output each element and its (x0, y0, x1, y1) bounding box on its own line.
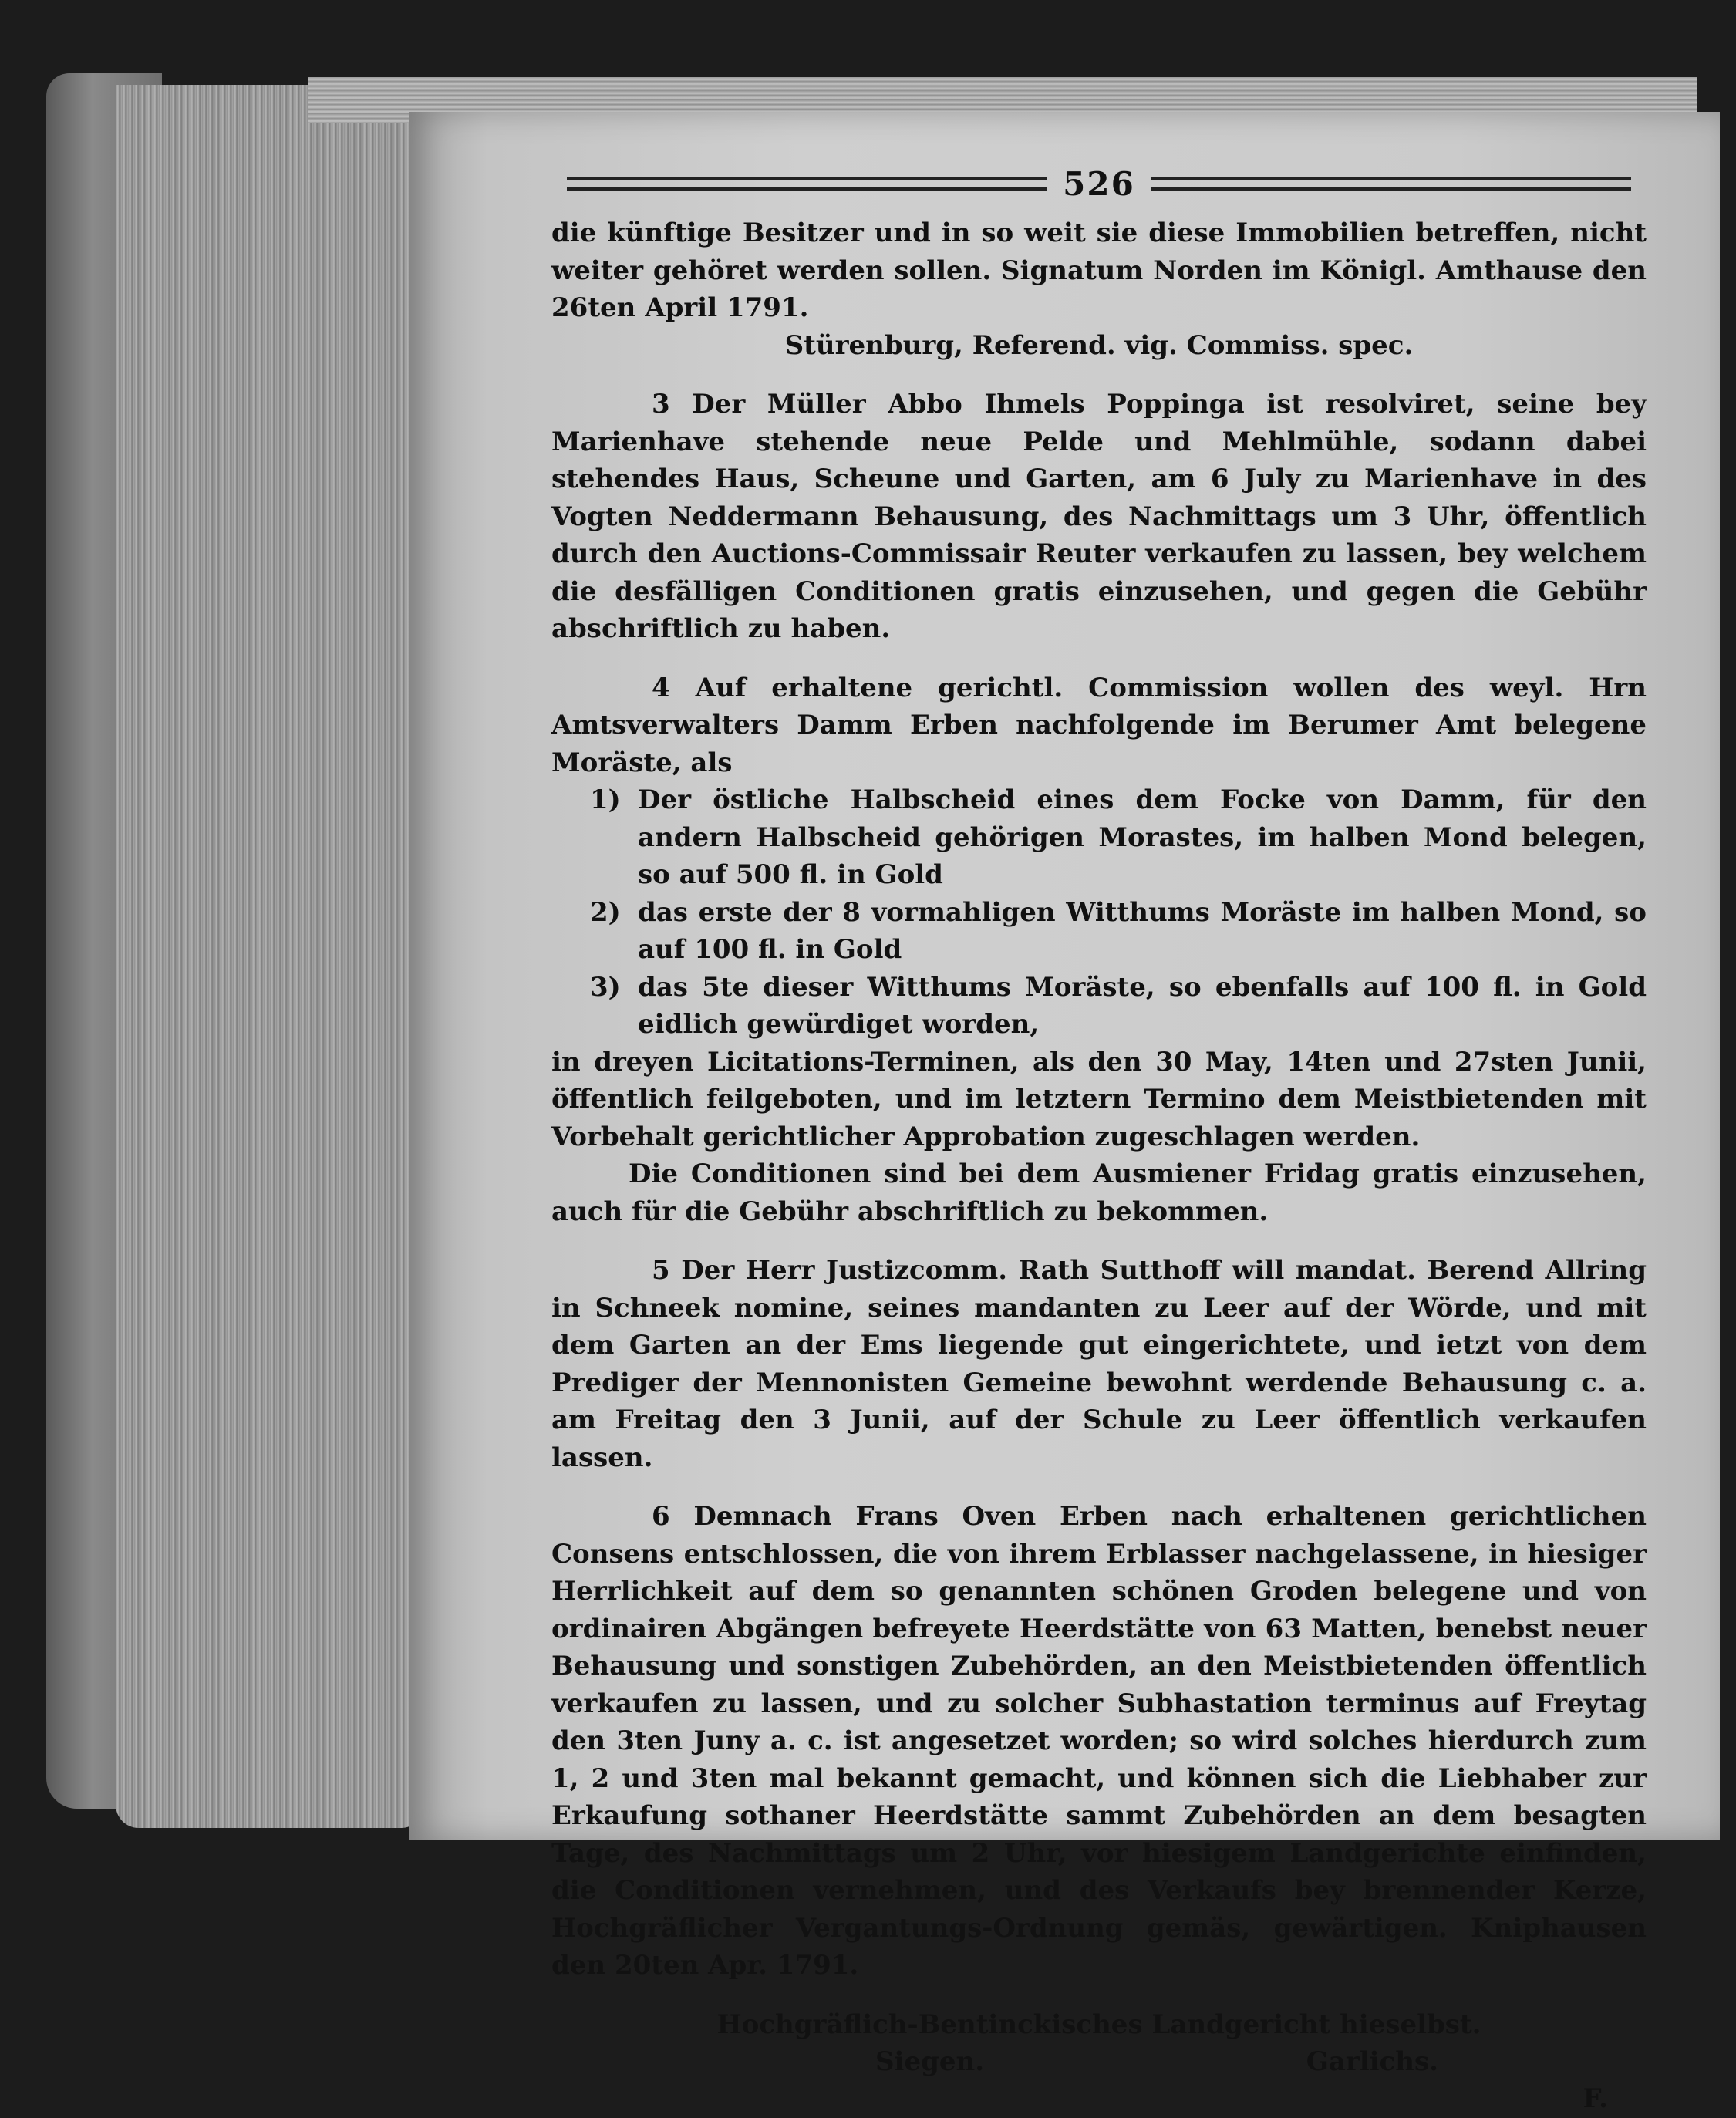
list-item-number: 2) (590, 896, 621, 928)
notice-4-conditions: Die Conditionen sind bei dem Ausmiener Fridag gratis einzusehen, auch für die Gebühr abschriftlich zu bekommen. (551, 1158, 1647, 1227)
signers (551, 2043, 1647, 2081)
notice-5: 5 Der Herr Justizcomm. Rath Sutthoff will mandat. Berend Allring in Schneek nomine, seines mandanten zu Leer auf der Wörde, und mit dem Garten an der Ems liegende gut eingerichtete, und ietzt von dem Prediger der Mennonisten Gemeine bewohnt werdende Behausung c. a. am Freitag den 3 Junii, auf der Schule zu Leer öffentlich verkaufen lassen. (551, 1255, 1647, 1473)
list-item-text: das erste der 8 vormahligen Witthums Moräste im halben Mond, so auf 100 fl. in Gold (638, 896, 1647, 965)
continuation-paragraph: die künftige Besitzer und in so weit sie diese Immobilien betreffen, nicht weiter gehöret werden sollen. Signatum Norden im Königl. Amthause den 26ten April 1791. (551, 218, 1647, 323)
notice-4-list (590, 781, 1647, 1044)
list-item (590, 894, 1647, 969)
list-item (590, 969, 1647, 1044)
header-rule-right (1151, 177, 1631, 191)
list-item (590, 781, 1647, 894)
list-item-number: 3) (590, 971, 621, 1003)
list-item-text: Der östliche Halbscheid eines dem Focke von Damm, für den andern Halbscheid gehörigen Morastes, im halben Mond belegen, so auf 500 fl. in Gold (638, 784, 1647, 890)
page-edges (116, 85, 424, 1828)
notice-4-outro: in dreyen Licitations-Terminen, als den 30 May, 14ten und 27sten Junii, öffentlich feilgeboten, und im letztern Termino dem Meistbietenden mit Vorbehalt gerichtlicher Approbation zugeschlagen werden. (551, 1046, 1647, 1152)
notice-6: 6 Demnach Frans Oven Erben nach erhaltenen gerichtlichen Consens entschlossen, die von ihrem Erblasser nachgelassene, in hiesiger Herrlichkeit auf dem so genannten schönen Groden belegene und von ordinairen Abgängen befreyete Heerdstätte von 63 Matten, benebst neuer Behausung und sonstigen Zubehörden, an den Meistbietenden öffentlich verkaufen zu lassen, und zu solcher Subhastation terminus auf Freytag den 3ten Juny a. c. ist angesetzet worden; so wird solches hierdurch zum 1, 2 und 3ten mal bekannt gemacht, und können sich die Liebhaber zur Erkaufung sothaner Heerdstätte sammt Zubehörden an dem besagten Tage, des Nachmittags um 2 Uhr, vor hiesigem Landgerichte einfinden, die Conditionen vernehmen, und des Verkaufs bey brennender Kerze, Hochgräflicher Vergantungs-Ordnung gemäs, gewärtigen. Kniphausen den 20ten Apr. 1791. (551, 1501, 1647, 1981)
page-text (551, 154, 1647, 2114)
header-rule-left (567, 177, 1047, 191)
list-item-number: 1) (590, 784, 621, 815)
notice-3: 3 Der Müller Abbo Ihmels Poppinga ist resolviret, seine bey Marienhave stehende neue Pelde und Mehlmühle, sodann dabei stehendes Haus, Scheune und Garten, am 6 July zu Marienhave in des Vogten Neddermann Behausung, des Nachmittags um 3 Uhr, öffentlich durch den Auctions-Commissair Reuter verkaufen zu lassen, bey welchem die desfälligen Conditionen gratis einzusehen, und gegen die Gebühr abschriftlich zu haben. (551, 389, 1647, 644)
court-name: Hochgräflich-Bentinckisches Landgericht hieselbst. (716, 2008, 1481, 2040)
page-header (551, 154, 1647, 214)
notice-4-intro: 4 Auf erhaltene gerichtl. Commission wollen des weyl. Hrn Amtsverwalters Damm Erben nachfolgende im Berumer Amt belegene Moräste, als (551, 672, 1647, 778)
page-number: 526 (1063, 164, 1135, 203)
list-item-text: das 5te dieser Witthums Moräste, so ebenfalls auf 100 fl. in Gold eidlich gewürdiget worden, (638, 971, 1647, 1040)
signer-garlichs: Garlichs. (1306, 2046, 1438, 2077)
catchword: F. (1583, 2083, 1608, 2114)
signature-stuerenburg: Stürenburg, Referend. vig. Commiss. spec. (784, 329, 1414, 361)
signer-siegen: Siegen. (875, 2046, 985, 2077)
